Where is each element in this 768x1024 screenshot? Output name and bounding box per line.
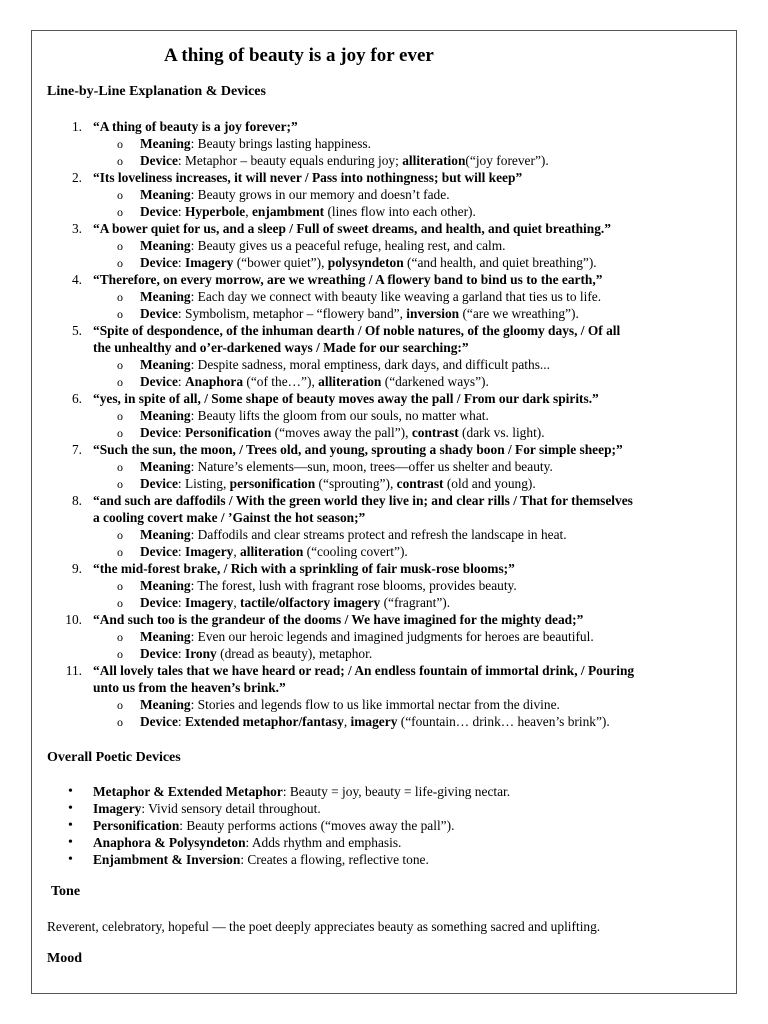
bullet-marker: o bbox=[117, 205, 123, 219]
item-number: 5. bbox=[71, 323, 82, 338]
device-label: Device bbox=[140, 374, 178, 389]
bullet-marker: o bbox=[117, 409, 123, 423]
device-label: Device bbox=[140, 476, 178, 491]
bullet-dot: • bbox=[68, 784, 73, 799]
item-number: 3. bbox=[71, 221, 82, 236]
meaning-label: Meaning bbox=[140, 629, 191, 644]
bullet-dot: • bbox=[68, 852, 73, 867]
bullet-marker: o bbox=[117, 698, 123, 712]
item-device: Device: Personification (“moves away the pall”), contrast (dark vs. light). bbox=[140, 425, 545, 440]
bullet-marker: o bbox=[117, 545, 123, 559]
overall-device-term: Enjambment & Inversion bbox=[93, 852, 241, 867]
item-device: Device: Imagery (“bower quiet”), polysyndeton (“and health, and quiet breathing”). bbox=[140, 255, 597, 270]
bullet-marker: o bbox=[117, 426, 123, 440]
item-device: Device: Listing, personification (“sprouting”), contrast (old and young). bbox=[140, 476, 536, 491]
item-quote: unto us from the heaven’s brink.” bbox=[93, 680, 286, 695]
meaning-label: Meaning bbox=[140, 289, 191, 304]
overall-device-text: Metaphor & Extended Metaphor: Beauty = joy, beauty = life-giving nectar. bbox=[93, 784, 511, 799]
mood-heading: Mood bbox=[47, 951, 82, 966]
item-number: 1. bbox=[71, 119, 82, 134]
item-device: Device: Imagery, alliteration (“cooling covert”). bbox=[140, 544, 408, 559]
item-meaning: Meaning: Beauty gives us a peaceful refuge, healing rest, and calm. bbox=[140, 238, 506, 253]
bullet-marker: o bbox=[117, 307, 123, 321]
bullet-marker: o bbox=[117, 290, 123, 304]
item-meaning: Meaning: Daffodils and clear streams protect and refresh the landscape in heat. bbox=[140, 527, 567, 542]
device-label: Device bbox=[140, 544, 178, 559]
item-number: 9. bbox=[71, 561, 82, 576]
overall-device-term: Metaphor & Extended Metaphor bbox=[93, 784, 283, 799]
meaning-label: Meaning bbox=[140, 578, 191, 593]
item-device: Device: Anaphora (“of the…”), alliteration (“darkened ways”). bbox=[140, 374, 489, 389]
item-meaning: Meaning: Beauty lifts the gloom from our souls, no matter what. bbox=[140, 408, 489, 423]
item-device: Device: Extended metaphor/fantasy, imagery (“fountain… drink… heaven’s brink”). bbox=[140, 714, 610, 729]
device-label: Device bbox=[140, 306, 178, 321]
bullet-marker: o bbox=[117, 375, 123, 389]
device-label: Device bbox=[140, 714, 178, 729]
item-quote: “Therefore, on every morrow, are we wreathing / A flowery band to bind us to the earth,” bbox=[93, 272, 603, 287]
overall-device-text: Enjambment & Inversion: Creates a flowing, reflective tone. bbox=[93, 852, 429, 867]
item-meaning: Meaning: Beauty brings lasting happiness. bbox=[140, 136, 371, 151]
bullet-marker: o bbox=[117, 715, 123, 729]
item-quote: “Spite of despondence, of the inhuman dearth / Of noble natures, of the gloomy days, / Of all bbox=[93, 323, 621, 338]
document-page bbox=[31, 30, 737, 994]
item-number: 2. bbox=[71, 170, 82, 185]
bullet-marker: o bbox=[117, 477, 123, 491]
bullet-dot: • bbox=[68, 818, 73, 833]
meaning-label: Meaning bbox=[140, 357, 191, 372]
item-device: Device: Metaphor – beauty equals enduring joy; alliteration(“joy forever”). bbox=[140, 153, 549, 168]
item-quote: “Its loveliness increases, it will never / Pass into nothingness; but will keep” bbox=[93, 170, 523, 185]
item-quote: the unhealthy and o’er-darkened ways / Made for our searching:” bbox=[93, 340, 469, 355]
device-label: Device bbox=[140, 255, 178, 270]
bullet-marker: o bbox=[117, 460, 123, 474]
bullet-marker: o bbox=[117, 579, 123, 593]
item-quote: “yes, in spite of all, / Some shape of beauty moves away the pall / From our dark spirits.” bbox=[93, 391, 599, 406]
overall-device-term: Imagery bbox=[93, 801, 142, 816]
device-label: Device bbox=[140, 595, 178, 610]
bullet-marker: o bbox=[117, 256, 123, 270]
item-meaning: Meaning: Beauty grows in our memory and doesn’t fade. bbox=[140, 187, 450, 202]
item-number: 6. bbox=[71, 391, 82, 406]
overall-device-text: Imagery: Vivid sensory detail throughout. bbox=[93, 801, 321, 816]
device-label: Device bbox=[140, 646, 178, 661]
section-heading-explanation: Line-by-Line Explanation & Devices bbox=[47, 84, 266, 99]
meaning-label: Meaning bbox=[140, 408, 191, 423]
overall-device-term: Anaphora & Polysyndeton bbox=[93, 835, 246, 850]
item-meaning: Meaning: Despite sadness, moral emptiness, dark days, and difficult paths... bbox=[140, 357, 550, 372]
item-number: 11. bbox=[65, 663, 82, 678]
page-title: A thing of beauty is a joy for ever bbox=[164, 45, 434, 66]
item-meaning: Meaning: Nature’s elements—sun, moon, trees—offer us shelter and beauty. bbox=[140, 459, 553, 474]
item-quote: “the mid-forest brake, / Rich with a sprinkling of fair musk-rose blooms;” bbox=[93, 561, 515, 576]
meaning-label: Meaning bbox=[140, 459, 191, 474]
device-label: Device bbox=[140, 153, 178, 168]
item-meaning: Meaning: The forest, lush with fragrant rose blooms, provides beauty. bbox=[140, 578, 517, 593]
bullet-marker: o bbox=[117, 630, 123, 644]
item-meaning: Meaning: Stories and legends flow to us like immortal nectar from the divine. bbox=[140, 697, 560, 712]
item-meaning: Meaning: Even our heroic legends and imagined judgments for heroes are beautiful. bbox=[140, 629, 594, 644]
meaning-label: Meaning bbox=[140, 527, 191, 542]
item-quote: “Such the sun, the moon, / Trees old, and young, sprouting a shady boon / For simple sheep;” bbox=[93, 442, 623, 457]
item-device: Device: Irony (dread as beauty), metaphor. bbox=[140, 646, 373, 661]
item-number: 7. bbox=[71, 442, 82, 457]
meaning-label: Meaning bbox=[140, 238, 191, 253]
device-label: Device bbox=[140, 425, 178, 440]
item-device: Device: Symbolism, metaphor – “flowery band”, inversion (“are we wreathing”). bbox=[140, 306, 579, 321]
bullet-marker: o bbox=[117, 596, 123, 610]
meaning-label: Meaning bbox=[140, 187, 191, 202]
bullet-marker: o bbox=[117, 188, 123, 202]
device-label: Device bbox=[140, 204, 178, 219]
item-number: 8. bbox=[71, 493, 82, 508]
item-device: Device: Hyperbole, enjambment (lines flow into each other). bbox=[140, 204, 476, 219]
item-quote: “A bower quiet for us, and a sleep / Full of sweet dreams, and health, and quiet breathing.” bbox=[93, 221, 611, 236]
bullet-marker: o bbox=[117, 137, 123, 151]
item-device: Device: Imagery, tactile/olfactory imagery (“fragrant”). bbox=[140, 595, 451, 610]
tone-text: Reverent, celebratory, hopeful — the poet deeply appreciates beauty as something sacred and uplifting. bbox=[47, 919, 601, 934]
overall-device-text: Anaphora & Polysyndeton: Adds rhythm and emphasis. bbox=[93, 835, 402, 850]
item-quote: “All lovely tales that we have heard or read; / An endless fountain of immortal drink, / Pouring bbox=[93, 663, 635, 678]
bullet-marker: o bbox=[117, 528, 123, 542]
bullet-marker: o bbox=[117, 239, 123, 253]
item-meaning: Meaning: Each day we connect with beauty like weaving a garland that ties us to life. bbox=[140, 289, 602, 304]
item-quote: a cooling covert make / ’Gainst the hot season;” bbox=[93, 510, 366, 525]
tone-heading: Tone bbox=[51, 884, 81, 899]
bullet-dot: • bbox=[68, 835, 73, 850]
bullet-marker: o bbox=[117, 154, 123, 168]
item-quote: “A thing of beauty is a joy forever;” bbox=[93, 119, 298, 134]
overall-device-text: Personification: Beauty performs actions (“moves away the pall”). bbox=[93, 818, 455, 833]
item-quote: “And such too is the grandeur of the dooms / We have imagined for the mighty dead;” bbox=[93, 612, 584, 627]
bullet-dot: • bbox=[68, 801, 73, 816]
overall-device-term: Personification bbox=[93, 818, 180, 833]
item-number: 4. bbox=[71, 272, 82, 287]
item-quote: “and such are daffodils / With the green world they live in; and clear rills / That for themselves bbox=[93, 493, 633, 508]
bullet-marker: o bbox=[117, 647, 123, 661]
section-heading-overall: Overall Poetic Devices bbox=[47, 750, 181, 765]
bullet-marker: o bbox=[117, 358, 123, 372]
meaning-label: Meaning bbox=[140, 697, 191, 712]
meaning-label: Meaning bbox=[140, 136, 191, 151]
item-number: 10. bbox=[65, 612, 82, 627]
